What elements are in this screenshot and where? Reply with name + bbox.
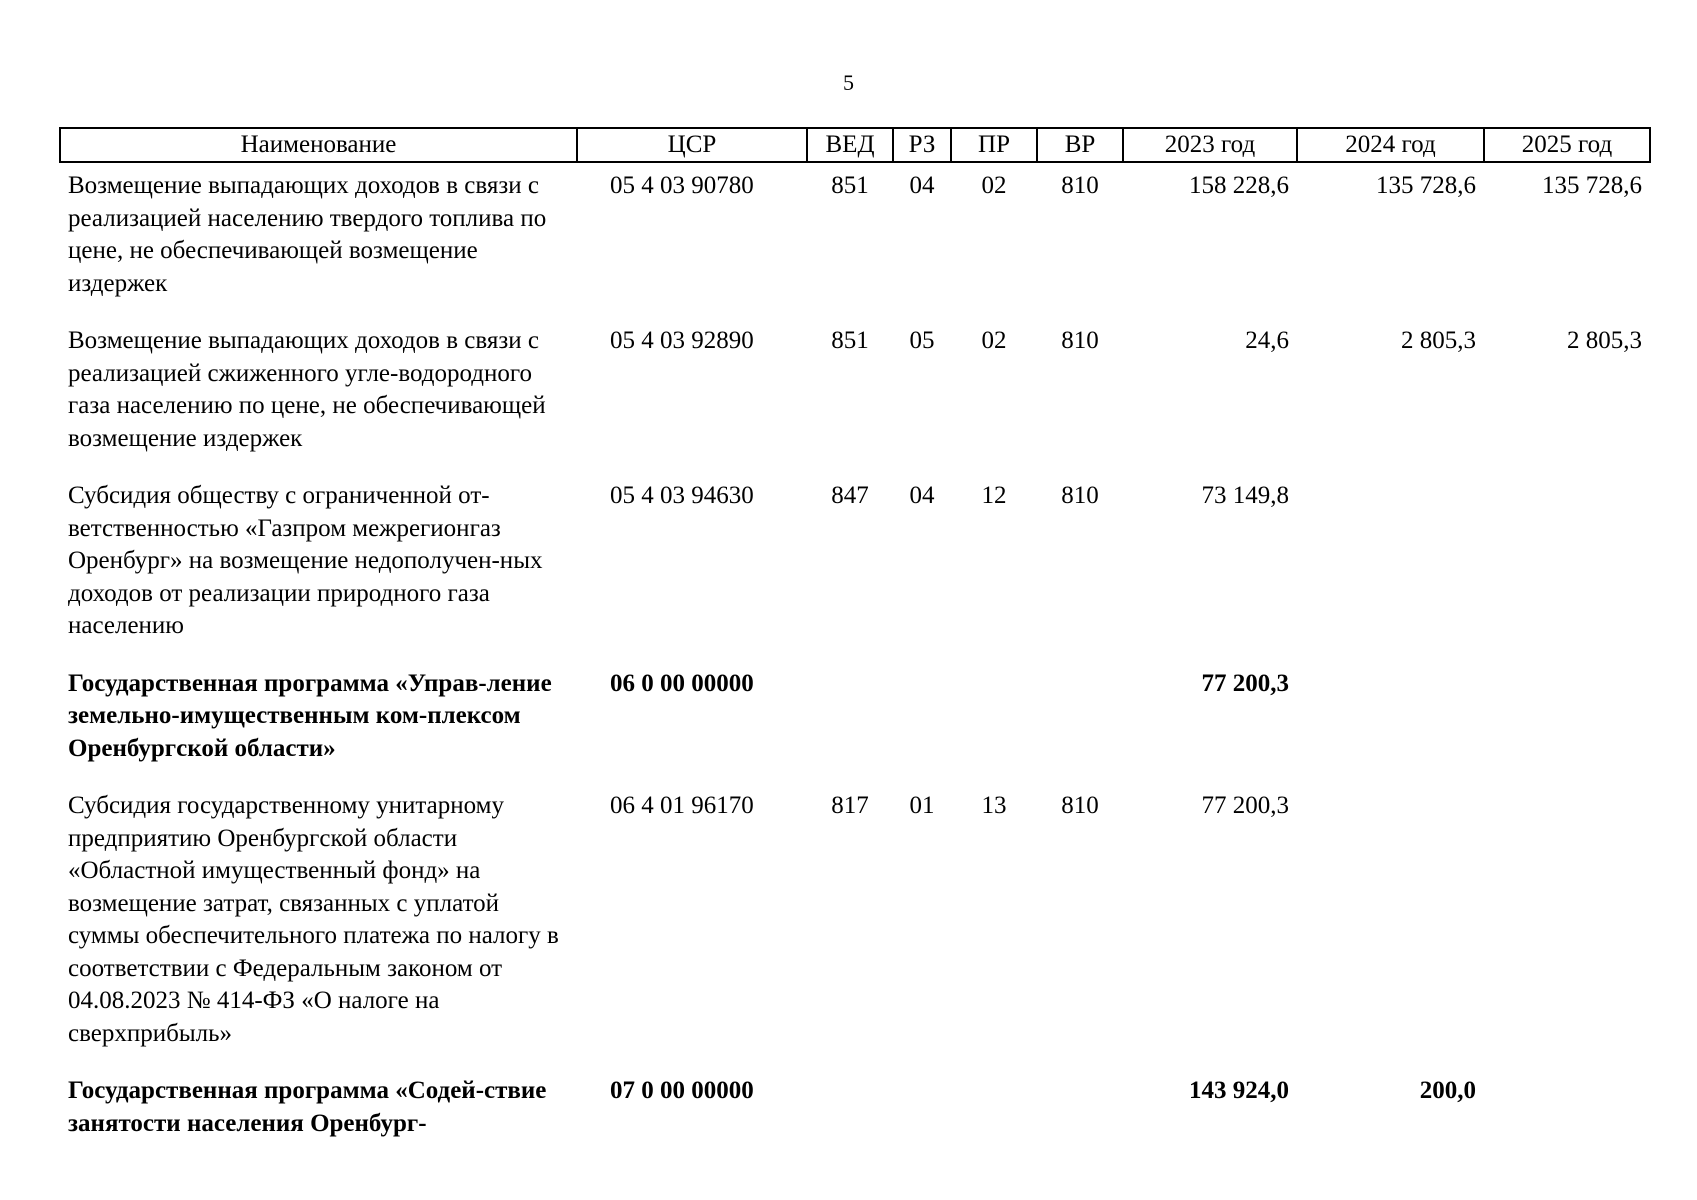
row-name: Государственная программа «Содей-ствие занятости населения Оренбург-: [68, 1077, 547, 1137]
row-2023: 73 149,8: [1201, 482, 1289, 509]
budget-table: [59, 127, 1651, 1154]
row-rz: [893, 1064, 951, 1154]
row-name: Возмещение выпадающих доходов в связи с реализацией населению твердого топлива по цене, не обеспечивающей возмещение издержек: [68, 172, 547, 297]
row-pr: 02: [981, 172, 1007, 199]
row-2024: 2 805,3: [1401, 327, 1476, 354]
row-ved: [807, 1064, 893, 1154]
row-vr: 810: [1061, 172, 1099, 199]
row-csr: 06 4 01 96170: [610, 792, 754, 819]
row-pr: 13: [981, 792, 1007, 819]
row-2023: 77 200,3: [1201, 792, 1289, 819]
row-csr: 07 0 00 00000: [610, 1077, 754, 1104]
row-2025: 135 728,6: [1542, 172, 1642, 199]
row-rz: 05: [909, 327, 935, 354]
header-rz: РЗ: [893, 128, 951, 162]
row-2023: 143 924,0: [1189, 1077, 1289, 1104]
table-header-row: [60, 128, 1650, 162]
row-ved: 851: [831, 172, 869, 199]
table-row: [60, 162, 1650, 314]
row-name: Субсидия обществу с ограниченной от-ветственностью «Газпром межрегионгаз Оренбург» на возмещение недополучен-ных доходов от реализации природного газа населению: [68, 482, 543, 639]
row-2024: [1297, 469, 1484, 657]
row-2024: 200,0: [1419, 1077, 1476, 1104]
row-ved: 847: [831, 482, 869, 509]
row-pr: 02: [981, 327, 1007, 354]
header-name: Наименование: [60, 128, 577, 162]
header-2025: 2025 год: [1484, 128, 1650, 162]
row-vr: 810: [1061, 482, 1099, 509]
header-vr: ВР: [1037, 128, 1123, 162]
row-pr: 12: [981, 482, 1007, 509]
table-row: [60, 314, 1650, 469]
row-rz: 01: [909, 792, 935, 819]
row-2024: [1297, 657, 1484, 780]
row-2025: [1484, 657, 1650, 780]
row-2023: 77 200,3: [1201, 669, 1289, 697]
row-2025: [1484, 469, 1650, 657]
row-2025: 2 805,3: [1567, 327, 1642, 354]
table-row-program: [60, 657, 1650, 780]
table-row: [60, 469, 1650, 657]
row-pr: [951, 657, 1037, 780]
row-name: Субсидия государственному унитарному предприятию Оренбургской области «Областной имущественный фонд» на возмещение затрат, связанных с уплатой суммы обеспечительного платежа по налогу в соответствии с Федеральным законом от 04.08.2023 № 414-ФЗ «О налоге на сверхприбыль»: [68, 792, 559, 1047]
row-name: Возмещение выпадающих доходов в связи с реализацией сжиженного угле-водородного газа населению по цене, не обеспечивающей возмещение издержек: [68, 327, 546, 452]
row-ved: 817: [831, 792, 869, 819]
header-pr: ПР: [951, 128, 1037, 162]
row-2025: [1484, 1064, 1650, 1154]
row-pr: [951, 1064, 1037, 1154]
row-2025: [1484, 779, 1650, 1064]
header-ved: ВЕД: [807, 128, 893, 162]
header-2024: 2024 год: [1297, 128, 1484, 162]
row-vr: 810: [1061, 792, 1099, 819]
row-2023: 24,6: [1245, 327, 1289, 354]
header-2023: 2023 год: [1123, 128, 1297, 162]
row-csr: 06 0 00 00000: [610, 669, 754, 697]
row-vr: [1037, 1064, 1123, 1154]
header-csr: ЦСР: [577, 128, 807, 162]
row-rz: 04: [909, 482, 935, 509]
row-vr: [1037, 657, 1123, 780]
row-ved: 851: [831, 327, 869, 354]
row-2024: 135 728,6: [1376, 172, 1476, 199]
row-2024: [1297, 779, 1484, 1064]
table-row-program: [60, 1064, 1650, 1154]
row-csr: 05 4 03 90780: [610, 172, 754, 199]
row-rz: [893, 657, 951, 780]
row-csr: 05 4 03 94630: [610, 482, 754, 509]
page-number: 5: [843, 70, 854, 95]
row-2023: 158 228,6: [1189, 172, 1289, 199]
row-vr: 810: [1061, 327, 1099, 354]
row-rz: 04: [909, 172, 935, 199]
row-csr: 05 4 03 92890: [610, 327, 754, 354]
row-ved: [807, 657, 893, 780]
row-name: Государственная программа «Управ-ление земельно-имущественным ком-плексом Оренбургской области»: [68, 669, 552, 762]
table-row: [60, 779, 1650, 1064]
